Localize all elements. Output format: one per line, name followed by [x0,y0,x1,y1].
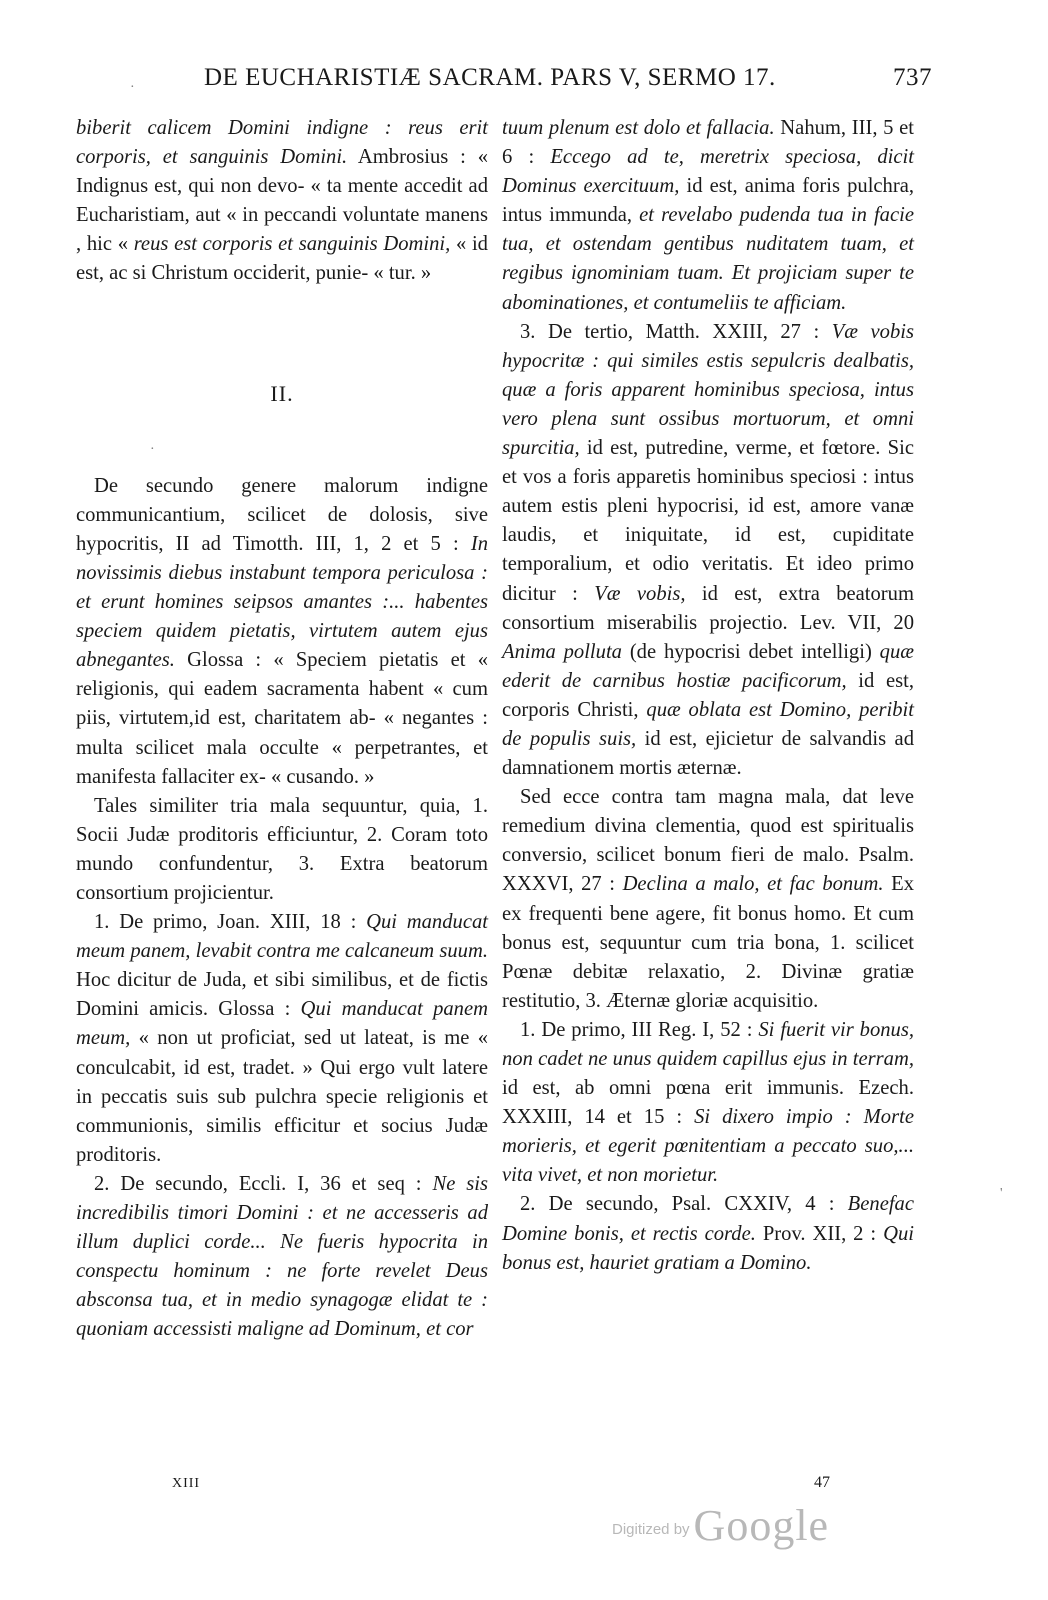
italic-text-run: Qui bonus est, hauriet gratiam a Domino. [502,1222,914,1274]
text-run: 2. De secundo, Eccli. I, 36 et seq : [94,1172,433,1195]
digitized-label: Digitized by [612,1521,690,1538]
speck-decoration: ' [1000,1186,1003,1201]
italic-text-run: Ne sis incredibilis timori Domini : et ne accesseris ad illum duplici corde... Ne fueris hypocrita in conspectu hominum : ne forte revelet Deus absconsa tua, et in medio synagogæ elidat te : quoniam accessisti maligne ad Dominum, et cor [76,1172,488,1341]
text-run: (de hypocrisi debet intelligi) [621,640,880,663]
italic-text-run: quæ oblata est Domino, peribit de populis suis, [502,698,914,750]
italic-text-run: et revelabo pudenda tua in facie tua, et ostendam gentibus nuditatem tuam, et regibus ignominiam tuam. Et projiciam super te abominationes, et contumeliis te afficiam. [502,204,914,314]
text-run: Ambrosius : « Indignus est, qui non devo- « ta mente accedit ad Eucharistiam, aut « in peccandi voluntate manens , hic « [76,146,489,256]
text-run: De secundo genere malorum indigne communicantium, scilicet de dolosis, sive hypocritis, II ad Timotth. III, 1, 2 et 5 : [76,474,488,555]
italic-text-run: biberit calicem Domini indigne : reus erit corporis, et sanguinis Domini. [76,117,488,169]
google-logo: Google [693,1501,830,1550]
italic-text-run: Væ vobis hypocritæ : qui similes estis sepulcris dealbatis, quæ a foris apparent hominibus speciosa, intus vero plena sunt ossibus mortuorum, et omni spurcitia, [502,320,914,460]
signature-mark: XIII [172,1476,201,1491]
signature-number: 47 [814,1474,830,1491]
digitized-watermark [612,1500,829,1551]
text-run: Sed ecce contra tam magna mala, dat leve remedium divina clementia, quod est spiritualis conversio, scilicet bonum fieri de malo. Psalm. XXXVI, 27 : [502,786,914,896]
running-header [78,64,960,104]
right-paragraph-2 [502,318,914,784]
text-run: 1. De primo, Joan. XIII, 18 : [94,911,367,934]
text-run: id est, ab omni pœna erit immunis. Ezech. XXXIII, 14 et 15 : [502,1077,914,1129]
italic-text-run: tuum plenum est dolo et fallacia. [502,117,775,139]
left-paragraph-3 [76,792,488,908]
italic-text-run: Eccego ad te, meretrix speciosa, dicit Dominus exercituum, [502,146,914,198]
text-run: 1. De primo, III Reg. I, 52 : [520,1018,759,1041]
text-run: Hoc dicitur de Juda, et sibi similibus, et de fictis Domini amicis. Glossa : [76,969,488,1021]
text-run: Tales similiter tria mala sequuntur, quia, 1. Socii Judæ proditoris efficiuntur, 2. Coram toto mundo confundentur, 3. Extra beatorum consortium projicientur. [76,794,488,904]
right-column [502,114,914,1278]
italic-text-run: quæ ederit de carnibus hostiæ pacificorum, [502,640,914,692]
running-title: DE EUCHARISTIÆ SACRAM. PARS V, SERMO 17. [204,64,776,91]
text-run: Glossa : « Speciem pietatis et « religionis, qui eadem sacramenta habent « cum piis, virtutem,id est, charitatem ab- « negantes : multa scilicet mala occulte « perpetrantes, et manifesta fallaciter ex- « cusando. » [76,649,488,788]
italic-text-run: Anima polluta [502,640,622,663]
text-run: id est, putredine, verme, et fœtore. Sic et vos a foris apparetis hominibus speciosi : intus autem estis pleni hypocrisi, id est, amore vanæ laudis, et iniquitate, id est, cupiditate temporalium, et odio veritatis. Et ideo primo dicitur : [502,437,914,605]
left-paragraph-4 [76,908,488,1170]
text-run: id est, corporis Christi, [502,669,914,721]
left-paragraph-2 [76,472,488,792]
italic-text-run: Qui manducat panem meum, [76,998,488,1050]
page-number: 737 [893,64,932,91]
right-paragraph-4 [502,1016,914,1191]
text-run: Ex ex frequenti bene agere, fit bonus homo. Et cum bonus est, sequuntur cum tria bona, 1. scilicet Pœnæ debitæ relaxatio, 2. Divinæ gratiæ restitutio, 3. Æternæ gloriæ acquisitio. [502,873,914,1012]
italic-text-run: Benefac Domine bonis, et rectis corde. [502,1193,914,1245]
left-paragraph-1 [76,114,488,289]
speck-decoration: · [130,80,135,95]
italic-text-run: Declina a malo, et fac bonum. [622,873,884,896]
left-column [76,114,488,1344]
text-run: id est, anima foris pulchra, intus immunda, [502,175,914,227]
left-paragraph-5 [76,1170,488,1345]
italic-text-run: Væ vobis, [594,582,686,605]
italic-text-run: Si dixero impio : Morte morieris, et egerit pœnitentiam a peccato suo,... vita vivet, et non morietur. [502,1106,914,1187]
text-run: 3. De tertio, Matth. XXIII, 27 : [520,320,832,343]
text-run: id est, extra beatorum consortium miserabilis projectio. Lev. VII, 20 [502,582,914,634]
italic-text-run: Si fuerit vir bonus, non cadet ne unus quidem capillus ejus in terram, [502,1018,914,1070]
italic-text-run: reus est corporis et sanguinis Domini, [133,233,451,256]
right-paragraph-3 [502,783,914,1016]
italic-text-run: In novissimis diebus instabunt tempora periculosa : et erunt homines seipsos amantes :... habentes speciem quidem pietatis, virtutem autem ejus abnegantes. [76,532,488,672]
text-run: Prov. XII, 2 : [755,1222,884,1245]
text-run: « id est, ac si Christum occiderit, punie- « tur. » [76,233,488,285]
section-heading: II. [270,380,294,406]
text-run: id est, ejicietur de salvandis ad damnationem mortis æternæ. [502,727,914,780]
right-paragraph-5 [502,1190,914,1277]
text-run: 2. De secundo, Psal. CXXIV, 4 : [520,1193,848,1216]
text-run: « non ut proficiat, sed ut lateat, is me « conculcabit, id est, tradet. » Qui ergo vult latere in peccatis suis sub pulchra specie religionis et communionis, similis efficitur et socius Judæ proditoris. [76,1027,488,1166]
italic-text-run: Qui manducat meum panem, levabit contra me calcaneum suum. [76,911,488,963]
speck-decoration: · [150,442,155,457]
right-paragraph-1 [502,114,914,318]
text-run: Nahum, III, 5 et 6 : [502,117,914,169]
